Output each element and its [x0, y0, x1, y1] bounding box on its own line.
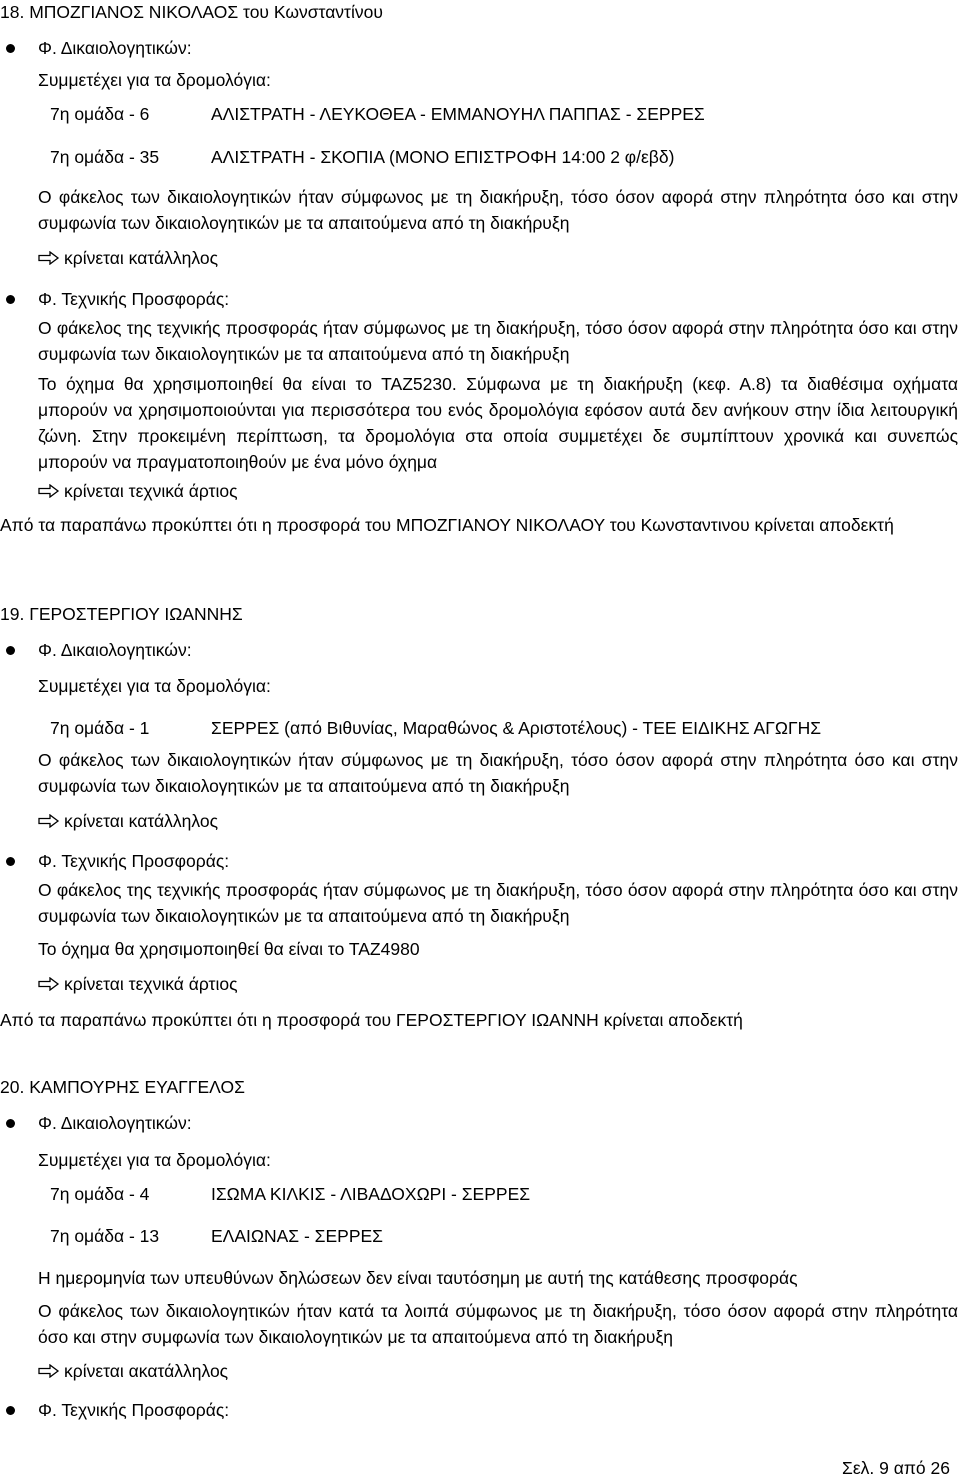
- docs-verdict: κρίνεται ακατάλληλος: [64, 1361, 229, 1381]
- tech-paragraph: Ο φάκελος της τεχνικής προσφοράς ήταν σύμφωνος με τη διακήρυξη, τόσο όσον αφορά στην πληρότητα όσο και στην συμφωνία των δικαιολογητικών με τα απαιτούμενα από τη διακήρυξη: [38, 880, 958, 926]
- routes-label: Συμμετέχει για τα δρομολόγια:: [38, 676, 271, 696]
- docs-paragraph: Ο φάκελος των δικαιολογητικών ήταν κατά τα λοιπά σύμφωνος με τη διακήρυξη, τόσο όσον αφορά στην πληρότητα όσο και στην συμφωνία των δικαιολογητικών με τα απαιτούμενα από τη διακήρυξη: [38, 1301, 958, 1347]
- section-heading: 18. ΜΠΟΖΓΙΑΝΟΣ ΝΙΚΟΛΑΟΣ του Κωνσταντίνου: [0, 2, 383, 22]
- docs-label: Φ. Δικαιολογητικών:: [38, 38, 192, 58]
- vehicle-paragraph: Το όχημα θα χρησιμοποιηθεί θα είναι το ΤΑΖ4980: [38, 939, 420, 959]
- route-group: 7η ομάδα - 13: [50, 1226, 160, 1246]
- tech-verdict: κρίνεται τεχνικά άρτιος: [64, 974, 238, 994]
- outline-right-arrow-icon: [38, 251, 60, 265]
- bullet-dot-icon: [6, 44, 15, 53]
- docs-label: Φ. Δικαιολογητικών:: [38, 1113, 192, 1133]
- route-name: ΕΛΑΙΩΝΑΣ - ΣΕΡΡΕΣ: [211, 1226, 383, 1246]
- outline-right-arrow-icon: [38, 484, 60, 498]
- bullet-dot-icon: [6, 295, 15, 304]
- bullet-dot-icon: [6, 646, 15, 655]
- route-name: ΙΣΩΜΑ ΚΙΛΚΙΣ - ΛΙΒΑΔΟΧΩΡΙ - ΣΕΡΡΕΣ: [211, 1184, 531, 1204]
- tech-label: Φ. Τεχνικής Προσφοράς:: [38, 851, 230, 871]
- route-group: 7η ομάδα - 35: [50, 147, 160, 167]
- docs-paragraph: Ο φάκελος των δικαιολογητικών ήταν σύμφωνος με τη διακήρυξη, τόσο όσον αφορά στην πληρότητα όσο και στην συμφωνία των δικαιολογητικών με τα απαιτούμενα από τη διακήρυξη: [38, 750, 958, 796]
- conclusion-paragraph: Από τα παραπάνω προκύπτει ότι η προσφορά του ΜΠΟΖΓΙΑΝΟΥ ΝΙΚΟΛΑΟΥ του Κωνσταντινου κρίνεται αποδεκτή: [0, 515, 894, 535]
- section-heading: 19. ΓΕΡΟΣΤΕΡΓΙΟΥ ΙΩΑΝΝΗΣ: [0, 604, 243, 624]
- route-group: 7η ομάδα - 6: [50, 104, 150, 124]
- outline-right-arrow-icon: [38, 814, 60, 828]
- docs-label: Φ. Δικαιολογητικών:: [38, 640, 192, 660]
- tech-paragraph: Ο φάκελος της τεχνικής προσφοράς ήταν σύμφωνος με τη διακήρυξη, τόσο όσον αφορά στην πληρότητα όσο και στην συμφωνία των δικαιολογητικών με τα απαιτούμενα από τη διακήρυξη: [38, 318, 958, 364]
- docs-verdict: κρίνεται κατάλληλος: [64, 811, 218, 831]
- date-note: Η ημερομηνία των υπευθύνων δηλώσεων δεν είναι ταυτόσημη με αυτή της κατάθεσης προσφοράς: [38, 1268, 798, 1288]
- route-name: ΑΛΙΣΤΡΑΤΗ - ΣΚΟΠΙΑ (ΜΟΝΟ ΕΠΙΣΤΡΟΦΗ 14:00 2 φ/εβδ): [211, 147, 675, 167]
- vehicle-paragraph: Το όχημα θα χρησιμοποιηθεί θα είναι το ΤΑΖ5230. Σύμφωνα με τη διακήρυξη (κεφ. Α.8) τα διαθέσιμα οχήματα μπορούν να χρησιμοποιούνται για περισσότερα του ενός δρομολόγια εφόσον αυτά δεν ανήκουν στην ίδια λειτουργική ζώνη. Στην προκειμένη περίπτωση, τα δρομολόγια στα οποία συμμετέχει δε συμπίπτουν χρονικά και συνεπώς μπορούν να πραγματοποιηθούν με ένα μόνο όχημα: [38, 374, 958, 472]
- bullet-dot-icon: [6, 857, 15, 866]
- tech-verdict: κρίνεται τεχνικά άρτιος: [64, 481, 238, 501]
- conclusion-paragraph: Από τα παραπάνω προκύπτει ότι η προσφορά του ΓΕΡΟΣΤΕΡΓΙΟΥ ΙΩΑΝΝΗ κρίνεται αποδεκτή: [0, 1010, 743, 1030]
- docs-paragraph: Ο φάκελος των δικαιολογητικών ήταν σύμφωνος με τη διακήρυξη, τόσο όσον αφορά στην πληρότητα όσο και στην συμφωνία των δικαιολογητικών με τα απαιτούμενα από τη διακήρυξη: [38, 187, 958, 233]
- routes-label: Συμμετέχει για τα δρομολόγια:: [38, 1150, 271, 1170]
- section-heading: 20. ΚΑΜΠΟΥΡΗΣ ΕΥΑΓΓΕΛΟΣ: [0, 1077, 245, 1097]
- bullet-dot-icon: [6, 1406, 15, 1415]
- outline-right-arrow-icon: [38, 1364, 60, 1378]
- route-group: 7η ομάδα - 4: [50, 1184, 150, 1204]
- route-name: ΣΕΡΡΕΣ (από Βιθυνίας, Μαραθώνος & Αριστοτέλους) - ΤΕΕ ΕΙΔΙΚΗΣ ΑΓΩΓΗΣ: [211, 718, 822, 738]
- page-number: Σελ. 9 από 26: [842, 1458, 950, 1478]
- bullet-dot-icon: [6, 1119, 15, 1128]
- tech-label: Φ. Τεχνικής Προσφοράς:: [38, 1400, 230, 1420]
- routes-label: Συμμετέχει για τα δρομολόγια:: [38, 70, 271, 90]
- docs-verdict: κρίνεται κατάλληλος: [64, 248, 218, 268]
- tech-label: Φ. Τεχνικής Προσφοράς:: [38, 289, 230, 309]
- route-name: ΑΛΙΣΤΡΑΤΗ - ΛΕΥΚΟΘΕΑ - ΕΜΜΑΝΟΥΗΛ ΠΑΠΠΑΣ - ΣΕΡΡΕΣ: [211, 104, 705, 124]
- route-group: 7η ομάδα - 1: [50, 718, 150, 738]
- outline-right-arrow-icon: [38, 977, 60, 991]
